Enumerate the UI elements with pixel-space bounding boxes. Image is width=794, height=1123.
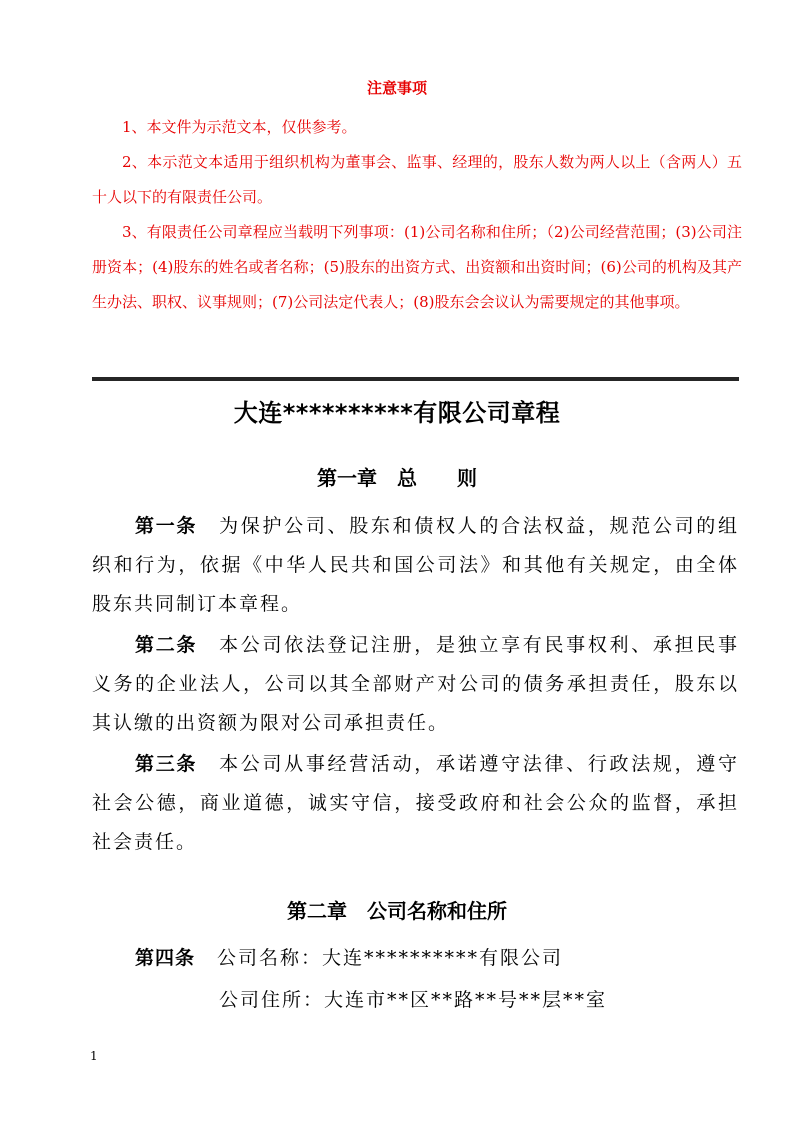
article-2	[92, 626, 739, 743]
article-2-label: 第二条	[135, 634, 198, 656]
notice-item-3: 3、有限责任公司章程应当载明下列事项：(1)公司名称和住所；（2)公司经营范围；(3)公司注册资本；(4)股东的姓名或者名称；(5)股东的出资方式、出资额和出资时间；(6)公司的机构及其产生办法、职权、议事规则；(7)公司法定代表人；(8)股东会会议认为需要规定的其他事项。	[92, 223, 742, 311]
chapter-1-title: 第一章 总 则	[317, 466, 477, 490]
notice-item-1: 1、本文件为示范文本，仅供参考。	[122, 118, 357, 136]
notice-title: 注意事项	[366, 79, 427, 97]
article-1	[92, 507, 739, 624]
article-2-text: 本公司依法登记注册，是独立享有民事权利、承担民事义务的企业法人，公司以其全部财产对公司的债务承担责任，股东以其认缴的出资额为限对公司承担责任。	[92, 634, 739, 734]
article-3	[92, 745, 739, 862]
article-4-label: 第四条	[135, 947, 196, 969]
page-number: 1	[90, 1049, 98, 1063]
article-1-label: 第一条	[135, 515, 198, 537]
document-title: 大连**********有限公司章程	[233, 399, 561, 427]
chapter-2-title: 第二章 公司名称和住所	[287, 899, 507, 923]
article-4-address: 公司住所：大连市**区**路**号**层**室	[219, 989, 608, 1011]
article-3-text: 本公司从事经营活动，承诺遵守法律、行政法规，遵守社会公德，商业道德，诚实守信，接受政府和社会公众的监督，承担社会责任。	[92, 753, 739, 853]
article-4-text: 公司名称：大连**********有限公司	[217, 947, 564, 969]
horizontal-divider	[92, 377, 739, 381]
notice-item-2: 2、本示范文本适用于组织机构为董事会、监事、经理的，股东人数为两人以上（含两人）五十人以下的有限责任公司。	[92, 153, 742, 206]
article-3-label: 第三条	[135, 753, 198, 775]
article-4	[92, 939, 739, 978]
article-1-text: 为保护公司、股东和债权人的合法权益，规范公司的组织和行为，依据《中华人民共和国公司法》和其他有关规定，由全体股东共同制订本章程。	[92, 515, 739, 615]
